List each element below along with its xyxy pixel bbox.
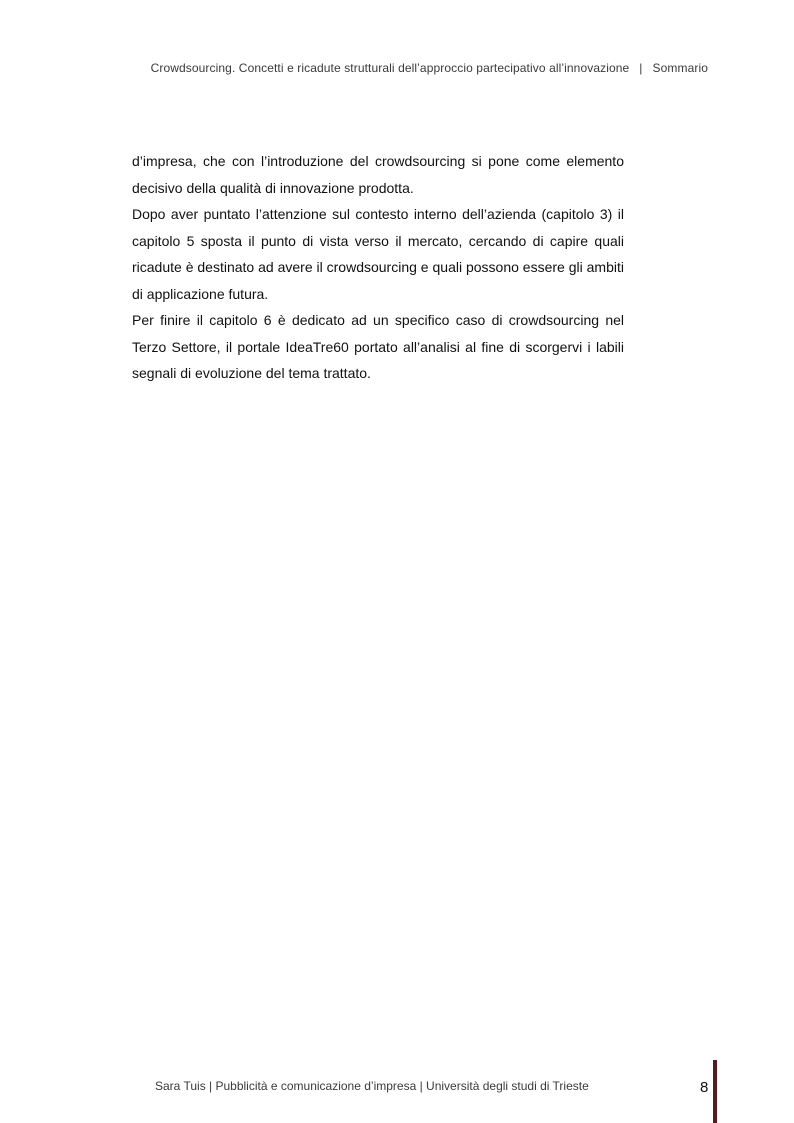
paragraph-2: Dopo aver puntato l’attenzione sul contesto interno dell’azienda (capitolo 3) il capitolo 5 sposta il punto di vista verso il mercato, cercando di capire quali ricadute è destinato ad avere il crowdsourcing e quali possono essere gli ambiti di applicazione futura. (132, 206, 624, 302)
header-section: Sommario (652, 61, 708, 75)
header-separator: | (639, 61, 643, 75)
body-text (132, 148, 624, 387)
header-title: Crowdsourcing. Concetti e ricadute strutturali dell’approccio partecipativo all’innovazione (150, 61, 630, 75)
paragraph-3: Per finire il capitolo 6 è dedicato ad un specifico caso di crowdsourcing nel Terzo Settore, il portale IdeaTre60 portato all’analisi al fine di scorgervi i labili segnali di evoluzione del tema trattato. (132, 312, 624, 381)
page-number-bar (713, 1060, 717, 1123)
page-number: 8 (700, 1079, 709, 1096)
running-header (151, 61, 708, 75)
paragraph-1: d’impresa, che con l’introduzione del crowdsourcing si pone come elemento decisivo della qualità di innovazione prodotta. (132, 153, 624, 196)
footer-text: Sara Tuis | Pubblicità e comunicazione d’impresa | Università degli studi di Trieste (155, 1079, 589, 1093)
